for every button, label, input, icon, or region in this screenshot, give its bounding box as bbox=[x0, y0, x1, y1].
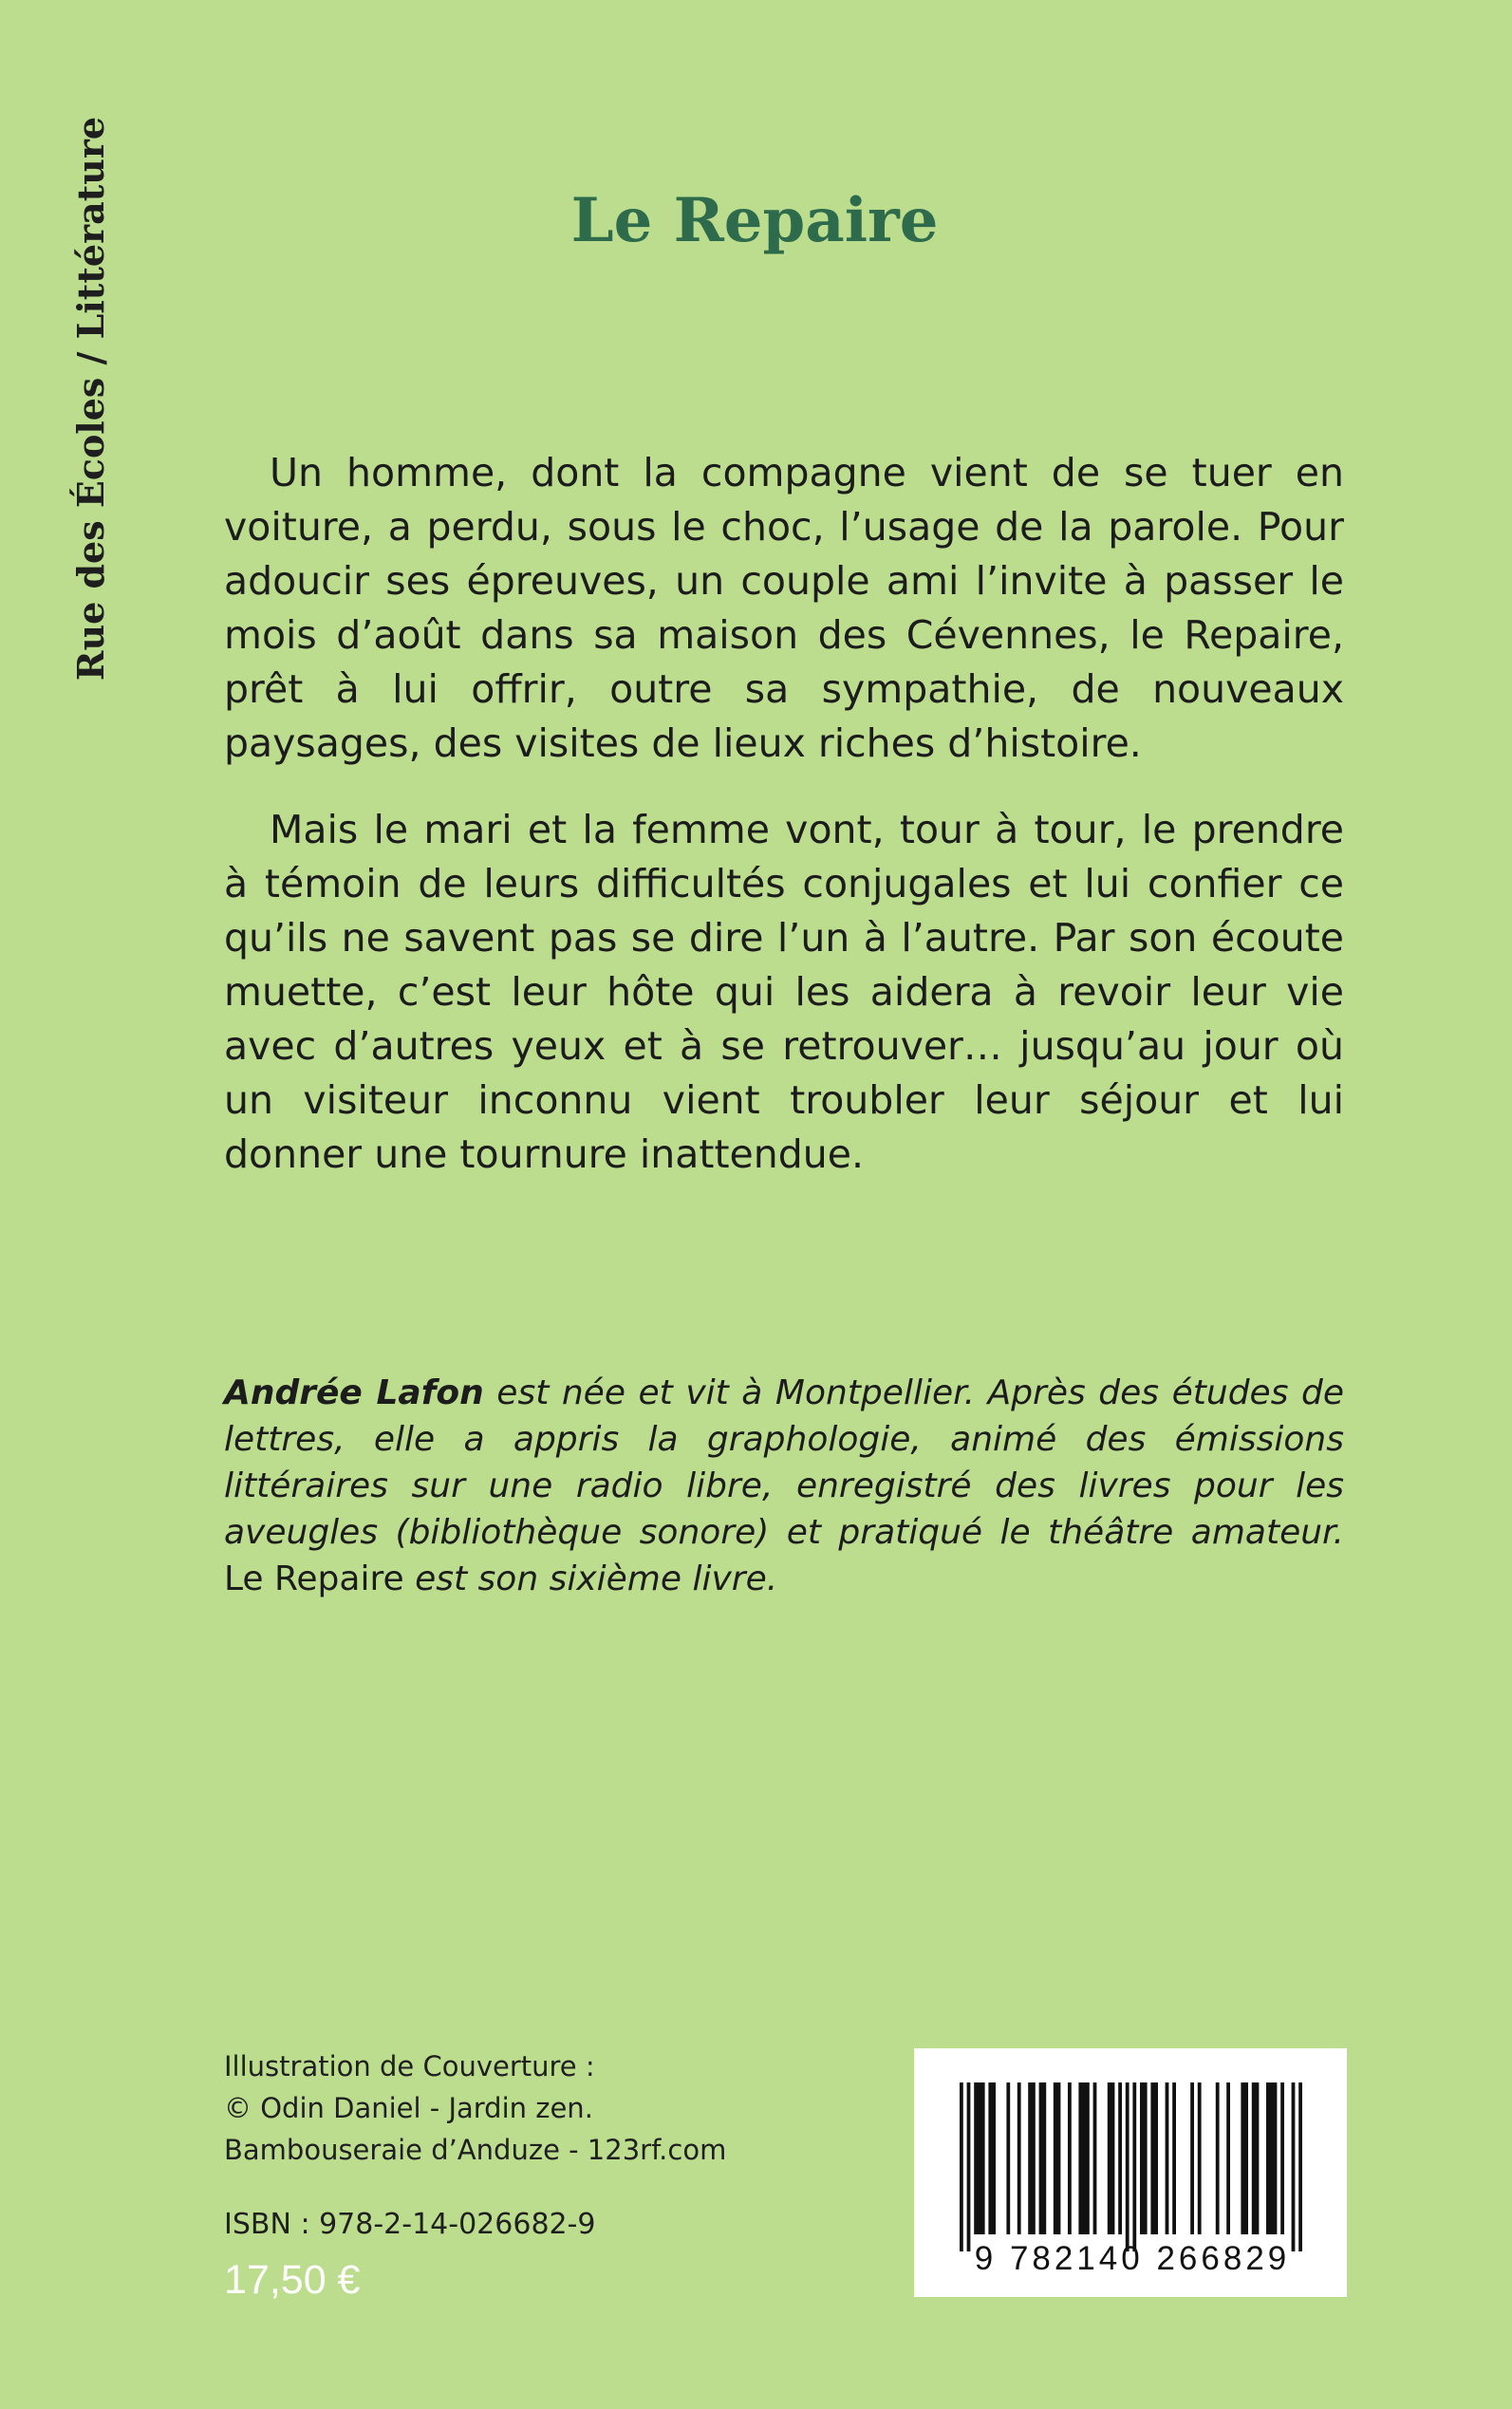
barcode-bar bbox=[1280, 2082, 1284, 2234]
barcode-bar bbox=[1298, 2082, 1302, 2251]
barcode-bar bbox=[1132, 2082, 1136, 2251]
author-bio bbox=[224, 1370, 1344, 1602]
barcode-bar bbox=[1054, 2082, 1061, 2234]
price-label: 17,50 € bbox=[224, 2257, 361, 2303]
author-name: Andrée Lafon bbox=[224, 1373, 484, 1412]
book-title: Le Repaire bbox=[570, 185, 939, 256]
barcode-bar bbox=[1198, 2082, 1202, 2234]
illustration-credits bbox=[224, 2045, 831, 2171]
barcode-bar bbox=[988, 2082, 996, 2234]
spine-label bbox=[66, 109, 116, 688]
barcode-bar bbox=[1093, 2082, 1097, 2234]
bio-book-title: Le Repaire bbox=[224, 1559, 404, 1598]
barcode bbox=[914, 2048, 1347, 2297]
barcode-bar bbox=[967, 2082, 971, 2251]
barcode-bar bbox=[1078, 2082, 1089, 2234]
barcode-bar bbox=[1068, 2082, 1072, 2234]
barcode-bar bbox=[1140, 2082, 1148, 2234]
barcode-bar bbox=[1252, 2082, 1260, 2234]
barcode-bar bbox=[1118, 2082, 1122, 2234]
barcode-bar bbox=[1028, 2082, 1036, 2234]
barcode-bar bbox=[1017, 2082, 1021, 2234]
barcode-bar bbox=[1166, 2082, 1169, 2234]
barcode-bar bbox=[1241, 2082, 1248, 2234]
credits-line-3: Bambouseraie d’Anduze - 123rf.com bbox=[224, 2134, 727, 2166]
credits-line-2: © Odin Daniel - Jardin zen. bbox=[224, 2092, 593, 2124]
synopsis bbox=[224, 446, 1344, 1214]
barcode-bar bbox=[1172, 2082, 1176, 2234]
barcode-bar bbox=[1126, 2082, 1129, 2251]
credits-line-1: Illustration de Couverture : bbox=[224, 2050, 595, 2082]
barcode-bar bbox=[1266, 2082, 1277, 2234]
barcode-bar bbox=[1226, 2082, 1230, 2234]
barcode-bar bbox=[1190, 2082, 1194, 2234]
barcode-bar bbox=[1108, 2082, 1115, 2234]
isbn-number: ISBN : 978-2-14-026682-9 bbox=[224, 2208, 596, 2241]
synopsis-paragraph-2: Mais le mari et la femme vont, tour à tour, le prendre à témoin de leurs difficultés conjugales et lui confier ce qu’ils ne savent pas se dire l’un à l’autre. Par son écoute muette, c’est leur hôte qui les aidera à revoir leur vie avec d’autres yeux et à se retrouver… jusqu’au jour où un visiteur inconnu vient troubler leur séjour et lui donner une tournure inattendue. bbox=[224, 807, 1344, 1177]
synopsis-paragraph-1: Un homme, dont la compagne vient de se tuer en voiture, a perdu, sous le choc, l’usage de la parole. Pour adoucir ses épreuves, un couple ami l’invite à passer le mois d’août dans sa maison des Cévennes, le Repaire, prêt à lui offrir, outre sa sympathie, de nouveaux paysages, des visites de lieux riches d’histoire. bbox=[224, 450, 1344, 766]
bio-ending: est son sixième livre. bbox=[403, 1559, 778, 1598]
bio-text: est née et vit à Montpellier. Après des études de lettres, elle a appris la graphologie, animé des émissions littéraires sur une radio libre, enregistré des livres pour les aveugles (bibliothèque sonore) et pratiqué le théâtre amateur. bbox=[224, 1373, 1345, 1552]
barcode-bar bbox=[1216, 2082, 1220, 2234]
barcode-bar bbox=[1006, 2082, 1010, 2234]
barcode-bar bbox=[1039, 2082, 1047, 2234]
barcode-bar bbox=[1150, 2082, 1158, 2234]
barcode-bar bbox=[974, 2082, 984, 2234]
barcode-bar bbox=[1292, 2082, 1296, 2251]
collection-label: Rue des Écoles / Littérature bbox=[69, 116, 112, 682]
barcode-bar bbox=[960, 2082, 963, 2251]
barcode-digits: 9 782140 266829 bbox=[974, 2240, 1291, 2277]
